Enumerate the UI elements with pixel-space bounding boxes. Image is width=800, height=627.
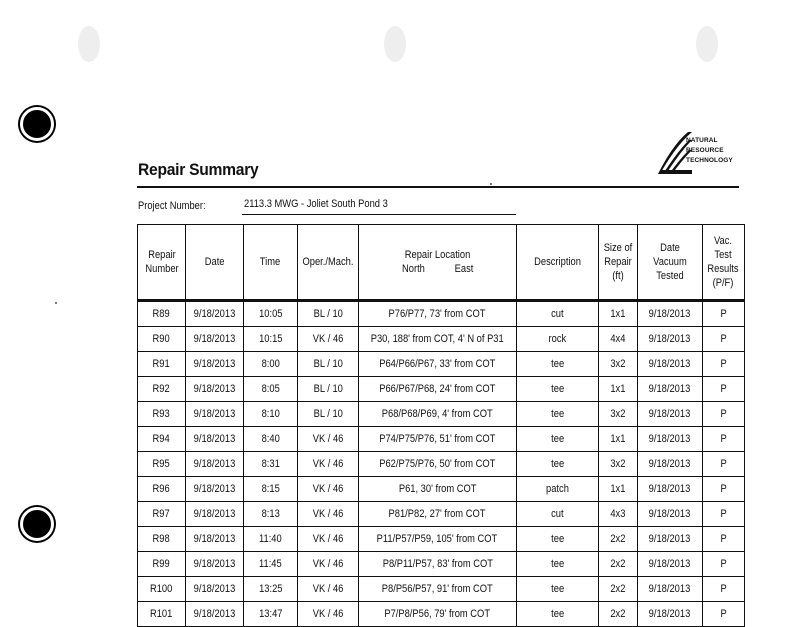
cell-description: tee — [516, 427, 598, 452]
cell-description: rock — [516, 327, 598, 352]
cell-location: P81/P82, 27' from COT — [358, 502, 516, 527]
scan-shadow — [384, 26, 406, 62]
cell-time: 8:00 — [244, 352, 298, 377]
cell-repair-number: R91 — [138, 352, 186, 377]
table-row — [138, 377, 745, 402]
cell-date-tested: 9/18/2013 — [637, 477, 702, 502]
cell-date-tested: 9/18/2013 — [637, 301, 702, 327]
cell-oper-mach: VK / 46 — [298, 427, 359, 452]
cell-size: 2x2 — [598, 577, 637, 602]
cell-repair-number: R92 — [138, 377, 186, 402]
cell-time: 13:47 — [244, 602, 298, 627]
cell-description: tee — [516, 552, 598, 577]
cell-oper-mach: VK / 46 — [298, 502, 359, 527]
cell-location: P64/P66/P67, 33' from COT — [358, 352, 516, 377]
cell-date-tested: 9/18/2013 — [637, 352, 702, 377]
col-header-time: Time — [244, 225, 298, 301]
cell-repair-number: R95 — [138, 452, 186, 477]
logo-wordmark — [686, 136, 733, 166]
cell-size: 1x1 — [598, 301, 637, 327]
cell-date: 9/18/2013 — [186, 527, 244, 552]
cell-date: 9/18/2013 — [186, 552, 244, 577]
cell-repair-number: R96 — [138, 477, 186, 502]
cell-size: 4x4 — [598, 327, 637, 352]
cell-date: 9/18/2013 — [186, 502, 244, 527]
table-row — [138, 352, 745, 377]
cell-date-tested: 9/18/2013 — [637, 452, 702, 477]
cell-time: 8:15 — [244, 477, 298, 502]
cell-description: tee — [516, 377, 598, 402]
cell-result: P — [702, 377, 744, 402]
col-header-vac-test: Vac. Test Results (P/F) — [702, 225, 744, 301]
cell-date-tested: 9/18/2013 — [637, 552, 702, 577]
cell-size: 3x2 — [598, 452, 637, 477]
cell-oper-mach: BL / 10 — [298, 377, 359, 402]
table-row — [138, 477, 745, 502]
repair-rows — [138, 301, 745, 627]
logo-line: TECHNOLOGY — [686, 157, 733, 164]
col-header-repair-number: Repair Number — [138, 225, 186, 301]
cell-size: 2x2 — [598, 527, 637, 552]
cell-time: 13:25 — [244, 577, 298, 602]
cell-description: cut — [516, 502, 598, 527]
cell-time: 8:40 — [244, 427, 298, 452]
table-row — [138, 552, 745, 577]
col-header-size: Size of Repair (ft) — [598, 225, 637, 301]
table-row — [138, 327, 745, 352]
cell-oper-mach: VK / 46 — [298, 327, 359, 352]
cell-location: P76/P77, 73' from COT — [358, 301, 516, 327]
cell-location: P8/P11/P57, 83' from COT — [358, 552, 516, 577]
cell-date-tested: 9/18/2013 — [637, 427, 702, 452]
cell-description: tee — [516, 402, 598, 427]
cell-oper-mach: BL / 10 — [298, 402, 359, 427]
cell-oper-mach: VK / 46 — [298, 477, 359, 502]
project-number-label: Project Number: — [138, 200, 206, 212]
cell-size: 3x2 — [598, 402, 637, 427]
speck — [490, 183, 492, 185]
cell-result: P — [702, 577, 744, 602]
cell-size: 3x2 — [598, 352, 637, 377]
cell-date: 9/18/2013 — [186, 577, 244, 602]
logo-line: NATURAL — [686, 137, 718, 144]
cell-location: P66/P67/P68, 24' from COT — [358, 377, 516, 402]
cell-date: 9/18/2013 — [186, 477, 244, 502]
cell-result: P — [702, 527, 744, 552]
cell-date-tested: 9/18/2013 — [637, 502, 702, 527]
cell-date: 9/18/2013 — [186, 377, 244, 402]
col-header-location: Repair Location North East — [358, 225, 516, 301]
cell-result: P — [702, 327, 744, 352]
cell-repair-number: R100 — [138, 577, 186, 602]
speck — [55, 302, 57, 304]
cell-repair-number: R93 — [138, 402, 186, 427]
col-subheader-east: East — [454, 263, 473, 275]
cell-size: 1x1 — [598, 477, 637, 502]
hole-punch — [20, 507, 54, 541]
cell-date: 9/18/2013 — [186, 602, 244, 627]
cell-date: 9/18/2013 — [186, 352, 244, 377]
cell-oper-mach: VK / 46 — [298, 527, 359, 552]
cell-location: P30, 188' from COT, 4' N of P31 — [358, 327, 516, 352]
cell-date: 9/18/2013 — [186, 402, 244, 427]
table-row — [138, 452, 745, 477]
cell-date: 9/18/2013 — [186, 427, 244, 452]
table-row — [138, 577, 745, 602]
table-row — [138, 527, 745, 552]
cell-time: 11:45 — [244, 552, 298, 577]
cell-time: 8:05 — [244, 377, 298, 402]
cell-description: cut — [516, 301, 598, 327]
cell-repair-number: R101 — [138, 602, 186, 627]
cell-description: tee — [516, 527, 598, 552]
page-title: Repair Summary — [138, 160, 259, 179]
col-subheader-north: North — [402, 263, 426, 275]
title-rule — [137, 186, 739, 188]
cell-date-tested: 9/18/2013 — [637, 402, 702, 427]
cell-time: 8:10 — [244, 402, 298, 427]
cell-size: 2x2 — [598, 602, 637, 627]
cell-size: 2x2 — [598, 552, 637, 577]
cell-description: tee — [516, 602, 598, 627]
cell-result: P — [702, 301, 744, 327]
cell-size: 1x1 — [598, 377, 637, 402]
cell-time: 8:13 — [244, 502, 298, 527]
logo-line: RESOURCE — [686, 147, 724, 154]
cell-description: tee — [516, 352, 598, 377]
cell-result: P — [702, 352, 744, 377]
cell-location: P62/P75/P76, 50' from COT — [358, 452, 516, 477]
cell-repair-number: R90 — [138, 327, 186, 352]
cell-location: P74/P75/P76, 51' from COT — [358, 427, 516, 452]
col-header-date: Date — [186, 225, 244, 301]
cell-repair-number: R89 — [138, 301, 186, 327]
cell-time: 10:15 — [244, 327, 298, 352]
cell-repair-number: R99 — [138, 552, 186, 577]
cell-result: P — [702, 477, 744, 502]
table-row — [138, 427, 745, 452]
cell-result: P — [702, 452, 744, 477]
cell-oper-mach: BL / 10 — [298, 352, 359, 377]
cell-description: tee — [516, 452, 598, 477]
table-row — [138, 402, 745, 427]
cell-date-tested: 9/18/2013 — [637, 527, 702, 552]
cell-time: 10:05 — [244, 301, 298, 327]
scan-shadow — [78, 26, 100, 62]
scan-shadow — [696, 26, 718, 62]
cell-repair-number: R97 — [138, 502, 186, 527]
cell-date: 9/18/2013 — [186, 452, 244, 477]
cell-oper-mach: VK / 46 — [298, 452, 359, 477]
hole-punch — [20, 107, 54, 141]
project-number-value: 2113.3 MWG - Joliet South Pond 3 — [244, 198, 388, 210]
project-underline — [242, 214, 516, 215]
header-row — [138, 225, 745, 301]
repair-table — [137, 224, 745, 627]
cell-oper-mach: VK / 46 — [298, 602, 359, 627]
cell-location: P61, 30' from COT — [358, 477, 516, 502]
cell-date: 9/18/2013 — [186, 301, 244, 327]
cell-result: P — [702, 552, 744, 577]
cell-description: tee — [516, 577, 598, 602]
cell-result: P — [702, 502, 744, 527]
cell-result: P — [702, 402, 744, 427]
table-row — [138, 301, 745, 327]
cell-result: P — [702, 427, 744, 452]
cell-result: P — [702, 602, 744, 627]
cell-oper-mach: VK / 46 — [298, 577, 359, 602]
cell-location: P11/P57/P59, 105' from COT — [358, 527, 516, 552]
table-row — [138, 502, 745, 527]
cell-time: 11:40 — [244, 527, 298, 552]
cell-date: 9/18/2013 — [186, 327, 244, 352]
table-row — [138, 602, 745, 627]
cell-date-tested: 9/18/2013 — [637, 602, 702, 627]
cell-repair-number: R98 — [138, 527, 186, 552]
cell-location: P8/P56/P57, 91' from COT — [358, 577, 516, 602]
cell-size: 4x3 — [598, 502, 637, 527]
cell-size: 1x1 — [598, 427, 637, 452]
col-header-date-vacuum: Date Vacuum Tested — [637, 225, 702, 301]
cell-oper-mach: BL / 10 — [298, 301, 359, 327]
cell-date-tested: 9/18/2013 — [637, 327, 702, 352]
cell-location: P7/P8/P56, 79' from COT — [358, 602, 516, 627]
cell-date-tested: 9/18/2013 — [637, 377, 702, 402]
cell-location: P68/P68/P69, 4' from COT — [358, 402, 516, 427]
cell-oper-mach: VK / 46 — [298, 552, 359, 577]
cell-date-tested: 9/18/2013 — [637, 577, 702, 602]
cell-time: 8:31 — [244, 452, 298, 477]
col-header-description: Description — [516, 225, 598, 301]
cell-repair-number: R94 — [138, 427, 186, 452]
col-header-oper-mach: Oper./Mach. — [298, 225, 359, 301]
cell-description: patch — [516, 477, 598, 502]
